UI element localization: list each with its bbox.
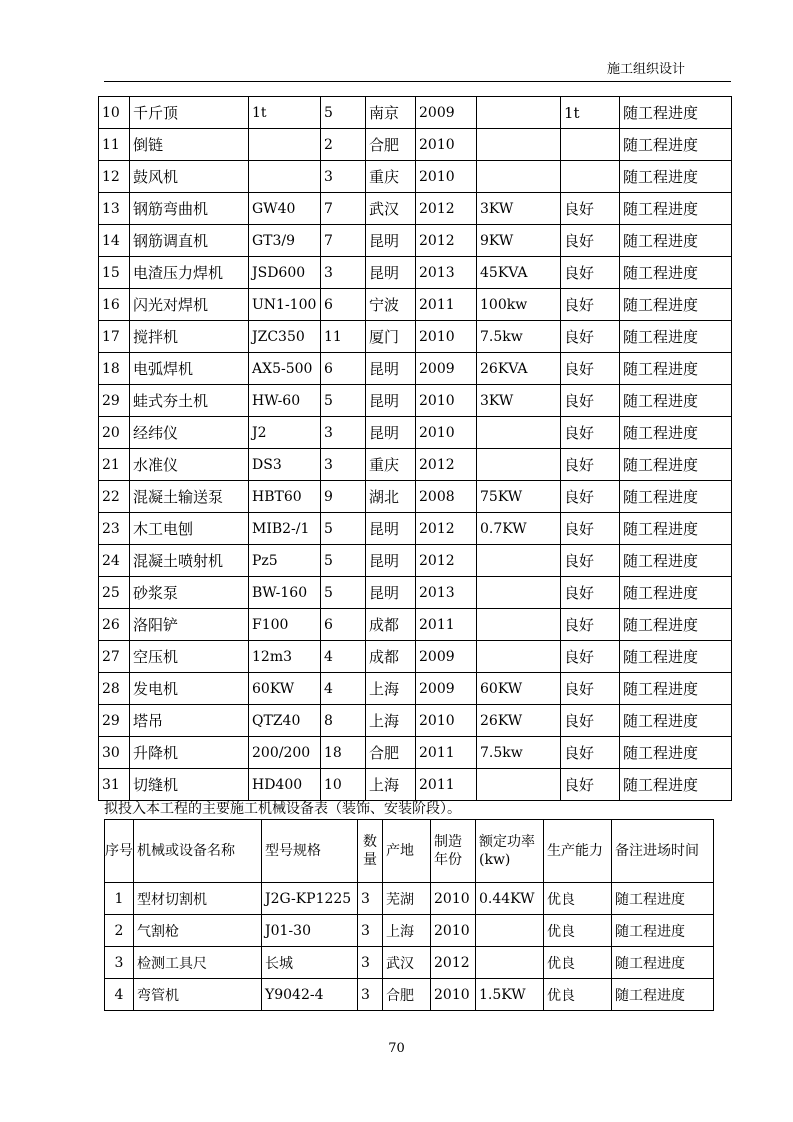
table-caption: 拟投入本工程的主要施工机械设备表（装饰、安装阶段）。 bbox=[104, 801, 461, 817]
table-cell: 2012 bbox=[416, 513, 477, 545]
table-cell bbox=[249, 161, 321, 193]
column-header: 额定功率(kw) bbox=[476, 820, 544, 883]
table-cell: 搅拌机 bbox=[130, 321, 249, 353]
table-cell: 3 bbox=[321, 257, 366, 289]
table-row bbox=[99, 257, 732, 289]
table-cell: 良好 bbox=[561, 449, 620, 481]
table-cell: 1t bbox=[249, 97, 321, 129]
table-cell: 升降机 bbox=[130, 737, 249, 769]
table-cell: 21 bbox=[99, 449, 130, 481]
table-cell: JZC350 bbox=[249, 321, 321, 353]
table-cell: 重庆 bbox=[366, 449, 416, 481]
table-cell: 宁波 bbox=[366, 289, 416, 321]
table-cell: 3 bbox=[321, 449, 366, 481]
table-cell: 合肥 bbox=[383, 979, 431, 1011]
table-cell bbox=[476, 915, 544, 947]
table-row bbox=[99, 545, 732, 577]
table-row bbox=[99, 289, 732, 321]
table-cell: BW-160 bbox=[249, 577, 321, 609]
table-cell: 100kw bbox=[477, 289, 561, 321]
table-cell: 2010 bbox=[416, 321, 477, 353]
table-cell: AX5-500 bbox=[249, 353, 321, 385]
table-cell: 5 bbox=[321, 385, 366, 417]
table-cell: 混凝土输送泵 bbox=[130, 481, 249, 513]
table-cell: 26 bbox=[99, 609, 130, 641]
header-rule bbox=[104, 81, 731, 82]
column-header: 序号 bbox=[105, 820, 134, 883]
table-row bbox=[105, 979, 714, 1011]
table-cell: 优良 bbox=[544, 915, 612, 947]
table-cell: 2012 bbox=[416, 449, 477, 481]
table-cell: 2011 bbox=[416, 769, 477, 801]
table-cell: 2011 bbox=[416, 289, 477, 321]
table-cell: J01-30 bbox=[262, 915, 358, 947]
table-row bbox=[99, 161, 732, 193]
table-cell: 3 bbox=[321, 161, 366, 193]
table-cell: 良好 bbox=[561, 737, 620, 769]
table-cell: 2013 bbox=[416, 577, 477, 609]
table-cell bbox=[477, 417, 561, 449]
table-cell: 钢筋弯曲机 bbox=[130, 193, 249, 225]
table-cell: 成都 bbox=[366, 609, 416, 641]
table-cell: 2009 bbox=[416, 673, 477, 705]
table-cell: 砂浆泵 bbox=[130, 577, 249, 609]
table-cell: 随工程进度 bbox=[620, 545, 732, 577]
table-cell: HW-60 bbox=[249, 385, 321, 417]
table-cell: 5 bbox=[321, 513, 366, 545]
table-cell: 17 bbox=[99, 321, 130, 353]
column-header: 数量 bbox=[358, 820, 383, 883]
table-cell: 2010 bbox=[416, 705, 477, 737]
table-cell bbox=[477, 641, 561, 673]
table-cell: 水准仪 bbox=[130, 449, 249, 481]
table-cell: 良好 bbox=[561, 673, 620, 705]
table-cell: 良好 bbox=[561, 193, 620, 225]
table-cell: 3 bbox=[105, 947, 134, 979]
table-cell: 23 bbox=[99, 513, 130, 545]
table-cell: 20 bbox=[99, 417, 130, 449]
table-row bbox=[105, 883, 714, 915]
table-cell: 2013 bbox=[416, 257, 477, 289]
table-cell: 良好 bbox=[561, 481, 620, 513]
table-cell: 5 bbox=[321, 97, 366, 129]
table-cell: 2009 bbox=[416, 353, 477, 385]
table-cell: 良好 bbox=[561, 321, 620, 353]
table-cell: 1.5KW bbox=[476, 979, 544, 1011]
table-cell: 12 bbox=[99, 161, 130, 193]
table-cell: 良好 bbox=[561, 513, 620, 545]
table-row bbox=[99, 481, 732, 513]
page-number: 70 bbox=[388, 1041, 405, 1056]
table-cell bbox=[561, 129, 620, 161]
table-cell: 昆明 bbox=[366, 513, 416, 545]
table-cell: 昆明 bbox=[366, 417, 416, 449]
table-cell: 2012 bbox=[431, 947, 476, 979]
table-cell: 18 bbox=[321, 737, 366, 769]
table-cell: 随工程进度 bbox=[612, 947, 714, 979]
table-cell: 塔吊 bbox=[130, 705, 249, 737]
table-cell: 4 bbox=[321, 673, 366, 705]
table-row bbox=[99, 321, 732, 353]
table-cell: 上海 bbox=[366, 705, 416, 737]
table-cell: 10 bbox=[99, 97, 130, 129]
table-cell: F100 bbox=[249, 609, 321, 641]
table-cell bbox=[477, 545, 561, 577]
table-cell: 成都 bbox=[366, 641, 416, 673]
table-cell: 2009 bbox=[416, 97, 477, 129]
table-cell: HBT60 bbox=[249, 481, 321, 513]
table-cell: 千斤顶 bbox=[130, 97, 249, 129]
table-cell: 随工程进度 bbox=[620, 289, 732, 321]
table-cell: 木工电刨 bbox=[130, 513, 249, 545]
table-cell: 8 bbox=[321, 705, 366, 737]
table-row bbox=[99, 705, 732, 737]
table-cell: 2010 bbox=[416, 161, 477, 193]
table-cell: 2010 bbox=[416, 129, 477, 161]
table-cell: 3 bbox=[358, 947, 383, 979]
table-cell: 随工程进度 bbox=[620, 97, 732, 129]
column-header: 机械或设备名称 bbox=[134, 820, 262, 883]
table-cell: 南京 bbox=[366, 97, 416, 129]
table-cell: 2 bbox=[321, 129, 366, 161]
table-cell: 3KW bbox=[477, 193, 561, 225]
table-cell: 合肥 bbox=[366, 737, 416, 769]
table-cell: 随工程进度 bbox=[620, 353, 732, 385]
table-cell: 9 bbox=[321, 481, 366, 513]
table-cell: 随工程进度 bbox=[620, 641, 732, 673]
table-cell: Pz5 bbox=[249, 545, 321, 577]
table-cell bbox=[477, 97, 561, 129]
table-cell: 25 bbox=[99, 577, 130, 609]
table-row bbox=[99, 385, 732, 417]
table-cell: 28 bbox=[99, 673, 130, 705]
table-cell: 良好 bbox=[561, 577, 620, 609]
table-cell: 良好 bbox=[561, 641, 620, 673]
table-cell: 武汉 bbox=[383, 947, 431, 979]
table-cell: 2010 bbox=[431, 915, 476, 947]
table-cell: 良好 bbox=[561, 225, 620, 257]
table-cell: 随工程进度 bbox=[620, 449, 732, 481]
column-header: 产地 bbox=[383, 820, 431, 883]
table-cell: 5 bbox=[321, 577, 366, 609]
table-cell bbox=[477, 449, 561, 481]
table-cell: 切缝机 bbox=[130, 769, 249, 801]
table-cell: HD400 bbox=[249, 769, 321, 801]
table-cell: 29 bbox=[99, 705, 130, 737]
table-cell bbox=[476, 947, 544, 979]
table-cell: 随工程进度 bbox=[620, 609, 732, 641]
table-cell: 随工程进度 bbox=[620, 257, 732, 289]
table-cell: 7 bbox=[321, 193, 366, 225]
table-cell: 31 bbox=[99, 769, 130, 801]
table-cell: 检测工具尺 bbox=[134, 947, 262, 979]
table-cell: 2010 bbox=[431, 883, 476, 915]
table-cell: 武汉 bbox=[366, 193, 416, 225]
table-cell bbox=[477, 609, 561, 641]
table-cell bbox=[249, 129, 321, 161]
table-cell: 7.5kw bbox=[477, 321, 561, 353]
table-cell: 昆明 bbox=[366, 225, 416, 257]
table-cell: 型材切割机 bbox=[134, 883, 262, 915]
table-cell: 昆明 bbox=[366, 385, 416, 417]
table-cell: 经纬仪 bbox=[130, 417, 249, 449]
table-cell: 7 bbox=[321, 225, 366, 257]
table-row bbox=[105, 915, 714, 947]
table-cell: 随工程进度 bbox=[620, 577, 732, 609]
table-row bbox=[99, 129, 732, 161]
table-cell: 良好 bbox=[561, 353, 620, 385]
table-cell: 良好 bbox=[561, 289, 620, 321]
table-cell: 10 bbox=[321, 769, 366, 801]
table-row bbox=[105, 947, 714, 979]
table-cell: J2G-KP1225 bbox=[262, 883, 358, 915]
table-cell: 200/200 bbox=[249, 737, 321, 769]
table-cell: 随工程进度 bbox=[620, 129, 732, 161]
table-cell: 随工程进度 bbox=[620, 513, 732, 545]
table-cell: 2008 bbox=[416, 481, 477, 513]
table-cell bbox=[561, 161, 620, 193]
table-cell: 良好 bbox=[561, 385, 620, 417]
table-row bbox=[99, 673, 732, 705]
table-cell: UN1-100 bbox=[249, 289, 321, 321]
table-cell: 随工程进度 bbox=[620, 705, 732, 737]
table-cell: 良好 bbox=[561, 609, 620, 641]
table-row bbox=[99, 577, 732, 609]
equipment-table-continued bbox=[98, 96, 732, 801]
column-header: 生产能力 bbox=[544, 820, 612, 883]
table-cell: DS3 bbox=[249, 449, 321, 481]
table-cell: 湖北 bbox=[366, 481, 416, 513]
table-cell: 厦门 bbox=[366, 321, 416, 353]
table-cell: 昆明 bbox=[366, 257, 416, 289]
table-cell: 29 bbox=[99, 385, 130, 417]
table-cell: MIB2-/1 bbox=[249, 513, 321, 545]
table-cell: 2011 bbox=[416, 609, 477, 641]
table-cell: 气割枪 bbox=[134, 915, 262, 947]
table-cell: 随工程进度 bbox=[620, 193, 732, 225]
table-cell bbox=[477, 161, 561, 193]
table-cell: 24 bbox=[99, 545, 130, 577]
table-cell: 良好 bbox=[561, 769, 620, 801]
table-cell: 发电机 bbox=[130, 673, 249, 705]
table-cell: 2011 bbox=[416, 737, 477, 769]
table-cell: 随工程进度 bbox=[620, 769, 732, 801]
table-cell: 闪光对焊机 bbox=[130, 289, 249, 321]
table-cell: 良好 bbox=[561, 705, 620, 737]
table-cell: 随工程进度 bbox=[612, 979, 714, 1011]
table-cell: 2 bbox=[105, 915, 134, 947]
table-header-row bbox=[105, 820, 714, 883]
table-cell: 2010 bbox=[416, 417, 477, 449]
table-cell: 7.5kw bbox=[477, 737, 561, 769]
table-cell: 26KW bbox=[477, 705, 561, 737]
table-cell: 昆明 bbox=[366, 577, 416, 609]
table-cell: 电弧焊机 bbox=[130, 353, 249, 385]
table-cell: 75KW bbox=[477, 481, 561, 513]
table-cell: 3 bbox=[358, 979, 383, 1011]
table-row bbox=[99, 225, 732, 257]
table-row bbox=[99, 641, 732, 673]
table-cell: 13 bbox=[99, 193, 130, 225]
table-cell: JSD600 bbox=[249, 257, 321, 289]
table-cell: 11 bbox=[99, 129, 130, 161]
table-cell: 重庆 bbox=[366, 161, 416, 193]
table-cell bbox=[477, 577, 561, 609]
table-cell: 5 bbox=[321, 545, 366, 577]
table-cell: 洛阳铲 bbox=[130, 609, 249, 641]
table-cell: 随工程进度 bbox=[612, 883, 714, 915]
equipment-table-body bbox=[99, 97, 732, 801]
table-cell: 4 bbox=[321, 641, 366, 673]
table-cell: 随工程进度 bbox=[620, 321, 732, 353]
table-cell: 22 bbox=[99, 481, 130, 513]
table-cell: 随工程进度 bbox=[620, 225, 732, 257]
table-cell: 11 bbox=[321, 321, 366, 353]
table-row bbox=[99, 449, 732, 481]
table-cell: 良好 bbox=[561, 257, 620, 289]
table-cell: 优良 bbox=[544, 883, 612, 915]
table-cell: 2012 bbox=[416, 225, 477, 257]
table-cell: 混凝土喷射机 bbox=[130, 545, 249, 577]
table-cell: 18 bbox=[99, 353, 130, 385]
table-cell: GW40 bbox=[249, 193, 321, 225]
table-cell: 3KW bbox=[477, 385, 561, 417]
table-cell: 倒链 bbox=[130, 129, 249, 161]
table-cell: 12m3 bbox=[249, 641, 321, 673]
header-title: 施工组织设计 bbox=[606, 62, 685, 77]
table-cell: 2012 bbox=[416, 193, 477, 225]
table-row bbox=[99, 353, 732, 385]
table-cell: 钢筋调直机 bbox=[130, 225, 249, 257]
column-header: 型号规格 bbox=[262, 820, 358, 883]
table-row bbox=[99, 193, 732, 225]
table-cell: 30 bbox=[99, 737, 130, 769]
table-cell: 0.7KW bbox=[477, 513, 561, 545]
table-row bbox=[99, 97, 732, 129]
table-cell: 良好 bbox=[561, 545, 620, 577]
table-cell: 1t bbox=[561, 97, 620, 129]
table-cell: 弯管机 bbox=[134, 979, 262, 1011]
table-cell: 16 bbox=[99, 289, 130, 321]
table-cell: 随工程进度 bbox=[620, 161, 732, 193]
table-cell: 26KVA bbox=[477, 353, 561, 385]
table-cell: 随工程进度 bbox=[612, 915, 714, 947]
table-cell: 27 bbox=[99, 641, 130, 673]
table-cell: 45KVA bbox=[477, 257, 561, 289]
table-row bbox=[99, 609, 732, 641]
table-cell: 随工程进度 bbox=[620, 481, 732, 513]
table-cell: 随工程进度 bbox=[620, 737, 732, 769]
table-cell: 15 bbox=[99, 257, 130, 289]
table-cell: 3 bbox=[358, 915, 383, 947]
table-cell: 3 bbox=[321, 417, 366, 449]
table-cell: 2010 bbox=[431, 979, 476, 1011]
table-cell bbox=[477, 769, 561, 801]
table-cell: Y9042-4 bbox=[262, 979, 358, 1011]
table-cell: 昆明 bbox=[366, 545, 416, 577]
table-cell: 优良 bbox=[544, 979, 612, 1011]
table-cell: 空压机 bbox=[130, 641, 249, 673]
table-cell: QTZ40 bbox=[249, 705, 321, 737]
table-cell: 芜湖 bbox=[383, 883, 431, 915]
table-cell: 上海 bbox=[383, 915, 431, 947]
table-cell: 良好 bbox=[561, 417, 620, 449]
decoration-equipment-table-body bbox=[105, 883, 714, 1011]
table-cell: 60KW bbox=[249, 673, 321, 705]
decoration-equipment-table bbox=[104, 819, 714, 1011]
table-cell: 昆明 bbox=[366, 353, 416, 385]
table-row bbox=[99, 737, 732, 769]
table-cell: 随工程进度 bbox=[620, 673, 732, 705]
table-cell: 上海 bbox=[366, 769, 416, 801]
table-cell: GT3/9 bbox=[249, 225, 321, 257]
table-cell: 蛙式夯土机 bbox=[130, 385, 249, 417]
table-cell: 2010 bbox=[416, 385, 477, 417]
table-cell: 优良 bbox=[544, 947, 612, 979]
table-cell: 2009 bbox=[416, 641, 477, 673]
table-cell: 鼓风机 bbox=[130, 161, 249, 193]
table-cell bbox=[477, 129, 561, 161]
table-cell: 14 bbox=[99, 225, 130, 257]
table-cell: 0.44KW bbox=[476, 883, 544, 915]
table-cell: 随工程进度 bbox=[620, 417, 732, 449]
column-header: 制造年份 bbox=[431, 820, 476, 883]
table-cell: 3 bbox=[358, 883, 383, 915]
table-cell: 1 bbox=[105, 883, 134, 915]
table-cell: 上海 bbox=[366, 673, 416, 705]
table-cell: 6 bbox=[321, 609, 366, 641]
table-cell: 6 bbox=[321, 289, 366, 321]
table-cell: 9KW bbox=[477, 225, 561, 257]
table-row bbox=[99, 769, 732, 801]
table-cell: 合肥 bbox=[366, 129, 416, 161]
table-row bbox=[99, 513, 732, 545]
table-cell: 电渣压力焊机 bbox=[130, 257, 249, 289]
table-cell: 60KW bbox=[477, 673, 561, 705]
table-cell: 长城 bbox=[262, 947, 358, 979]
table-cell: 4 bbox=[105, 979, 134, 1011]
table-cell: J2 bbox=[249, 417, 321, 449]
table-cell: 2012 bbox=[416, 545, 477, 577]
table-row bbox=[99, 417, 732, 449]
table-cell: 6 bbox=[321, 353, 366, 385]
column-header: 备注进场时间 bbox=[612, 820, 714, 883]
table-cell: 随工程进度 bbox=[620, 385, 732, 417]
